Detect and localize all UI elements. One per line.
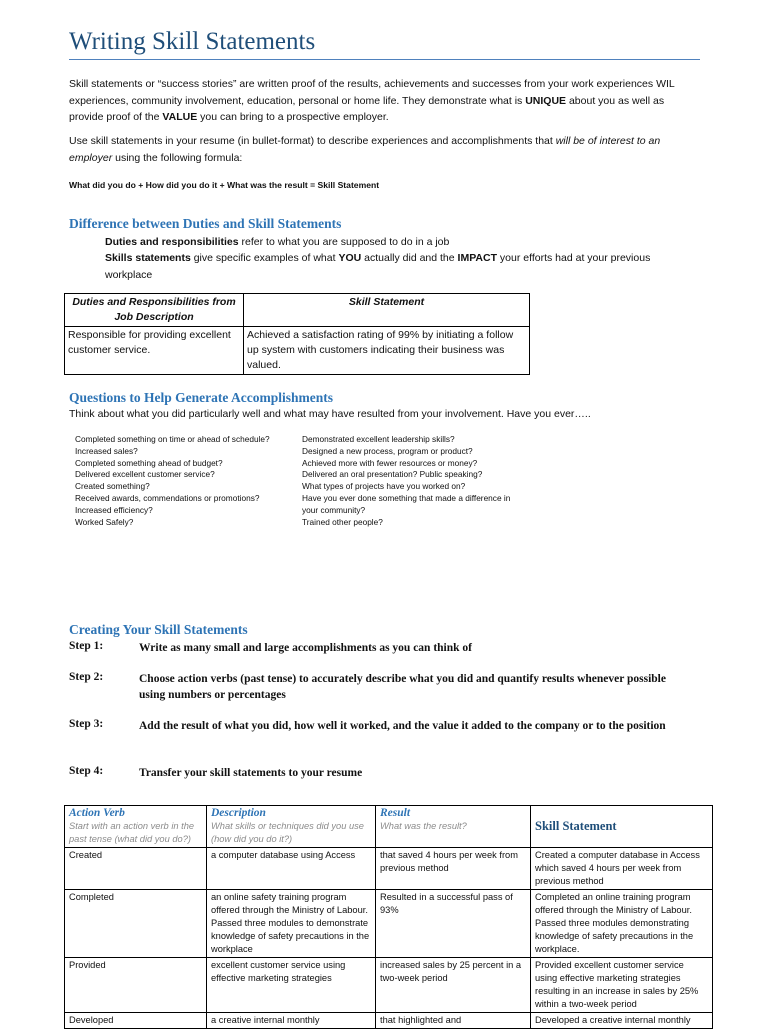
step-text: Add the result of what you did, how well it worked, and the value it added to the company or to the position: [139, 720, 666, 732]
table-row: [65, 890, 713, 958]
intro-paragraph-1: Skill statements or “success stories” are written proof of the results, achievements and successes from your work experiences WIL experiences, community involvement, education, personal or home life. They demonstrate what is UNIQUE about you as well as provide proof of the VALUE you can bring to a prospective employer.: [69, 78, 675, 123]
list-item: Created something?: [75, 481, 150, 492]
table-cell: Achieved a satisfaction rating of 99% by initiating a follow up system with customers indicating their business was valued.: [244, 327, 530, 375]
skills-definition: Skills statements give specific examples of what YOU actually did and the IMPACT your efforts had at your previous workplace: [105, 252, 651, 281]
table-cell: Created: [65, 848, 207, 890]
table-cell: Resulted in a successful pass of 93%: [376, 890, 531, 958]
step-label: Step 2:: [69, 671, 104, 683]
column-subtitle: What skills or techniques did you use (how did you do it?): [211, 821, 364, 844]
list-item: Demonstrated excellent leadership skills?: [302, 434, 455, 444]
list-item: Trained other people?: [302, 516, 383, 527]
step-text: Transfer your skill statements to your resume: [139, 767, 363, 779]
step-label: Step 1:: [69, 640, 104, 652]
questions-intro: Think about what you did particularly well and what may have resulted from your involvement. Have you ever…..: [69, 408, 591, 420]
step-label: Step 3:: [69, 718, 104, 730]
section-heading-questions: Questions to Help Generate Accomplishments: [69, 390, 333, 405]
table-header-cell: Duties and Responsibilities from Job Description: [65, 294, 244, 327]
table-cell: Developed: [65, 1013, 207, 1029]
list-item: Increased sales?: [75, 445, 138, 456]
list-item: Increased efficiency?: [75, 504, 153, 515]
column-title: Result: [380, 807, 411, 819]
table-cell: Provided excellent customer service using effective marketing strategies resulting in an increase in sales by 25% within a two-week period: [531, 958, 713, 1013]
duties-definition: Duties and responsibilities refer to what you are supposed to do in a job: [105, 236, 450, 248]
intro-paragraph-2: Use skill statements in your resume (in bullet-format) to describe experiences and accomplishments that will be of interest to an employer using the following formula:: [69, 135, 661, 164]
table-header-cell: [65, 806, 207, 848]
table-row: [65, 958, 713, 1013]
table-header-row: [65, 294, 530, 327]
table-header-cell: [376, 806, 531, 848]
formula: What did you do + How did you do it + What was the result = Skill Statement: [69, 180, 380, 190]
column-title: Action Verb: [69, 807, 125, 819]
table-cell: Developed a creative internal monthly: [531, 1013, 713, 1029]
table-header-cell: [207, 806, 376, 848]
table-cell: an online safety training program offered through the Ministry of Labour. Passed three modules to demonstrate knowledge of safety precautions in the workplace: [207, 890, 376, 958]
table-cell: Responsible for providing excellent customer service.: [65, 327, 244, 375]
step-label: Step 4:: [69, 765, 104, 777]
table-header-row: [65, 806, 713, 848]
list-item: your community?: [302, 504, 366, 515]
table-cell: Provided: [65, 958, 207, 1013]
questions-right-list: [302, 434, 542, 528]
table-row: [65, 1013, 713, 1029]
table-row: [65, 848, 713, 890]
list-item: Completed something ahead of budget?: [75, 457, 223, 468]
table-cell: excellent customer service using effective marketing strategies: [207, 958, 376, 1013]
list-item: Completed something on time or ahead of schedule?: [75, 434, 270, 444]
table-cell: a computer database using Access: [207, 848, 376, 890]
table-cell: a creative internal monthly: [207, 1013, 376, 1029]
page-title: Writing Skill Statements: [69, 28, 700, 60]
column-title: Description: [211, 807, 266, 819]
list-item: Designed a new process, program or product?: [302, 445, 473, 456]
table-cell: Completed: [65, 890, 207, 958]
section-heading-difference: Difference between Duties and Skill Statements: [69, 216, 342, 231]
table-cell: increased sales by 25 percent in a two-week period: [376, 958, 531, 1013]
skill-statement-table: [64, 805, 713, 1029]
column-subtitle: What was the result?: [380, 821, 467, 831]
list-item: Achieved more with fewer resources or money?: [302, 457, 478, 468]
column-subtitle: Start with an action verb in the past tense (what did you do?): [69, 821, 195, 844]
step-text: Choose action verbs (past tense) to accurately describe what you did and quantify results whenever possible using numbers or percentages: [139, 673, 666, 701]
table-cell: that saved 4 hours per week from previous method: [376, 848, 531, 890]
questions-left-list: [75, 434, 295, 528]
duties-vs-skills-table: [64, 293, 530, 375]
list-item: Worked Safely?: [75, 516, 134, 527]
table-cell: that highlighted and: [376, 1013, 531, 1029]
table-row: [65, 327, 530, 375]
step-text: Write as many small and large accomplishments as you can think of: [139, 642, 472, 654]
table-cell: Completed an online training program offered through the Ministry of Labour. Passed three modules demonstrating knowledge of safety precautions in the workplace.: [531, 890, 713, 958]
section-heading-creating: Creating Your Skill Statements: [69, 622, 248, 637]
list-item: Delivered excellent customer service?: [75, 469, 215, 480]
table-header-cell: Skill Statement: [531, 806, 713, 848]
table-header-cell: Skill Statement: [244, 294, 530, 327]
table-cell: Created a computer database in Access which saved 4 hours per week from previous method: [531, 848, 713, 890]
list-item: Received awards, commendations or promotions?: [75, 492, 260, 503]
list-item: Delivered an oral presentation? Public speaking?: [302, 469, 483, 480]
list-item: Have you ever done something that made a difference in: [302, 492, 511, 503]
list-item: What types of projects have you worked on?: [302, 481, 466, 492]
